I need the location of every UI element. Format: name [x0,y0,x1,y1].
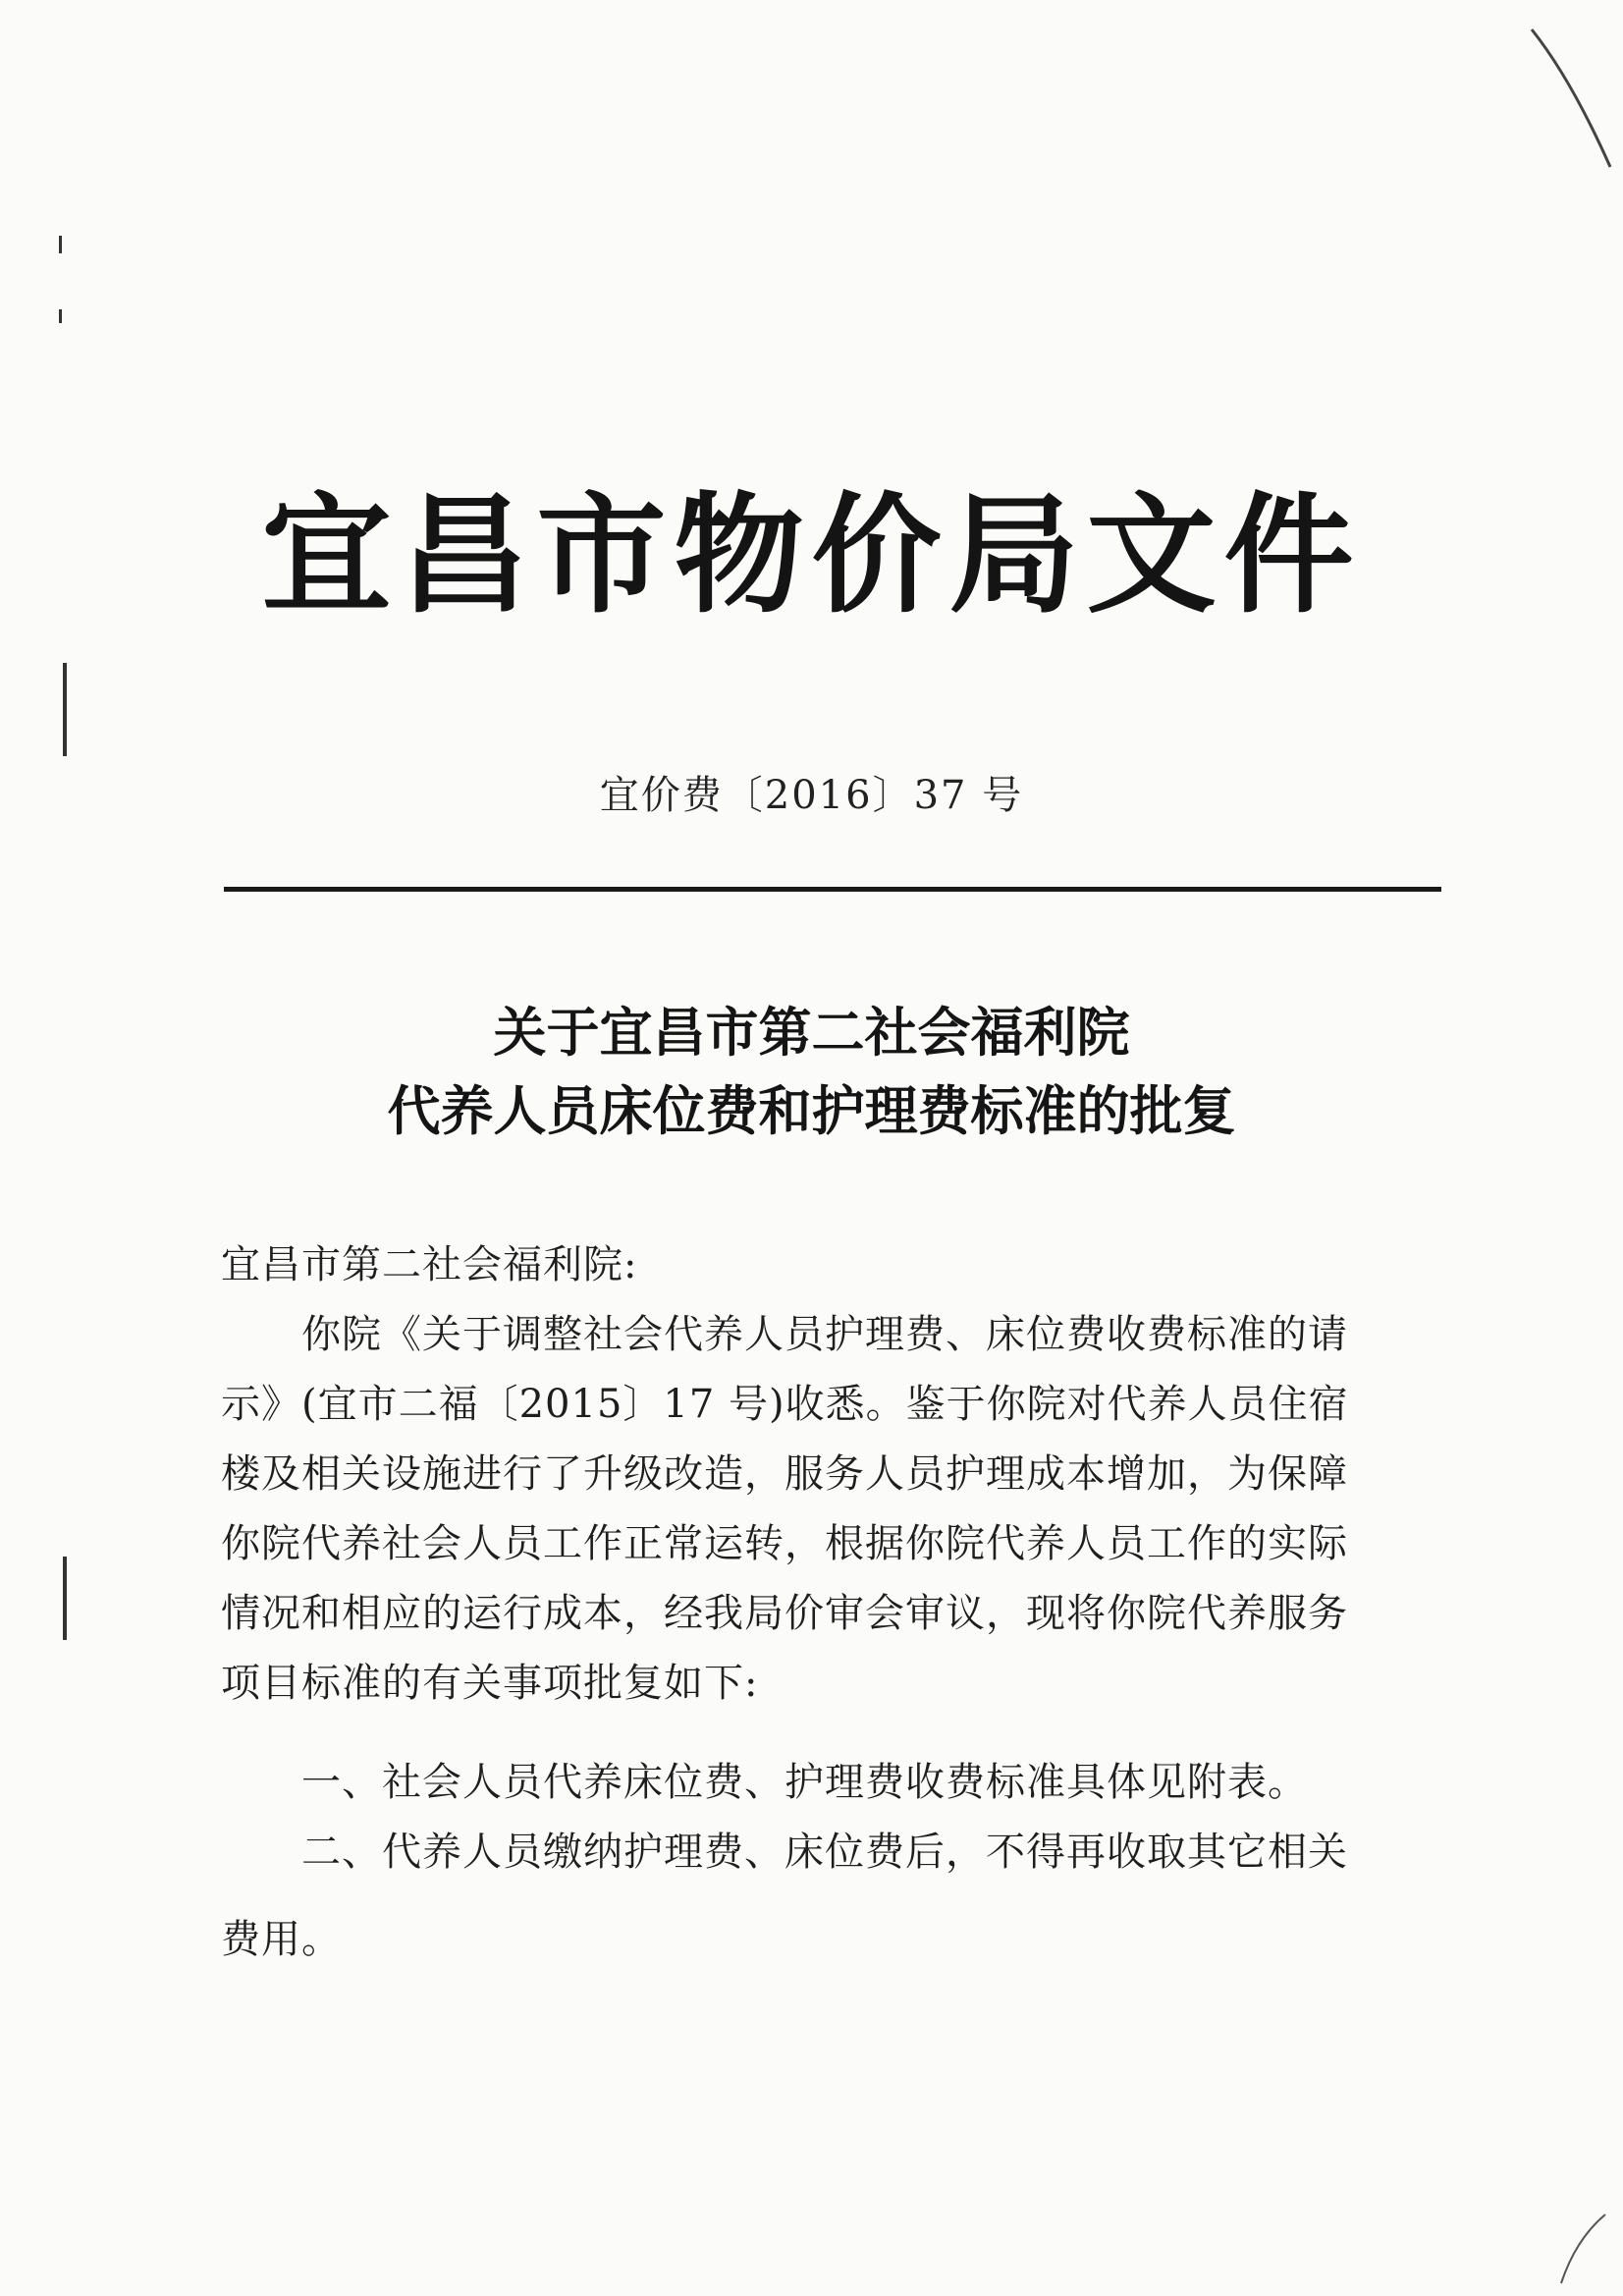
list-item-1: 一、社会人员代养床位费、护理费收费标准具体见附表。 [221,1760,1308,1805]
scan-mark [1551,2210,1610,2288]
body-line: 费用。 [221,1917,342,1962]
body-line: 项目标准的有关事项批复如下: [221,1661,759,1706]
scan-mark [63,1557,67,1640]
body-line: 示》(宜市二福〔2015〕17 号)收悉。鉴于你院对代养人员住宿 [221,1382,1349,1427]
scan-mark [1522,20,1620,177]
salutation: 宜昌市第二社会福利院: [221,1242,638,1287]
scan-mark [59,309,62,323]
scan-mark [63,663,67,756]
document-number: 宜价费〔2016〕37 号 [599,773,1024,818]
header-divider [224,887,1441,892]
body-line: 你院代养社会人员工作正常运转，根据你院代养人员工作的实际 [221,1521,1348,1566]
body-line: 你院《关于调整社会代养人员护理费、床位费收费标准的请 [221,1312,1348,1357]
body-line: 楼及相关设施进行了升级改造，服务人员护理成本增加，为保障 [221,1451,1348,1497]
body-line: 情况和相应的运行成本，经我局价审会审议，现将你院代养服务 [221,1591,1348,1636]
document-title-line-2: 代养人员床位费和护理费标准的批复 [387,1079,1236,1142]
agency-header: 宜昌市物价局文件 [261,480,1362,631]
document-title-line-1: 关于宜昌市第二社会福利院 [493,1001,1130,1064]
scan-mark [59,236,62,253]
list-item-2: 二、代养人员缴纳护理费、床位费后，不得再收取其它相关 [221,1830,1348,1875]
